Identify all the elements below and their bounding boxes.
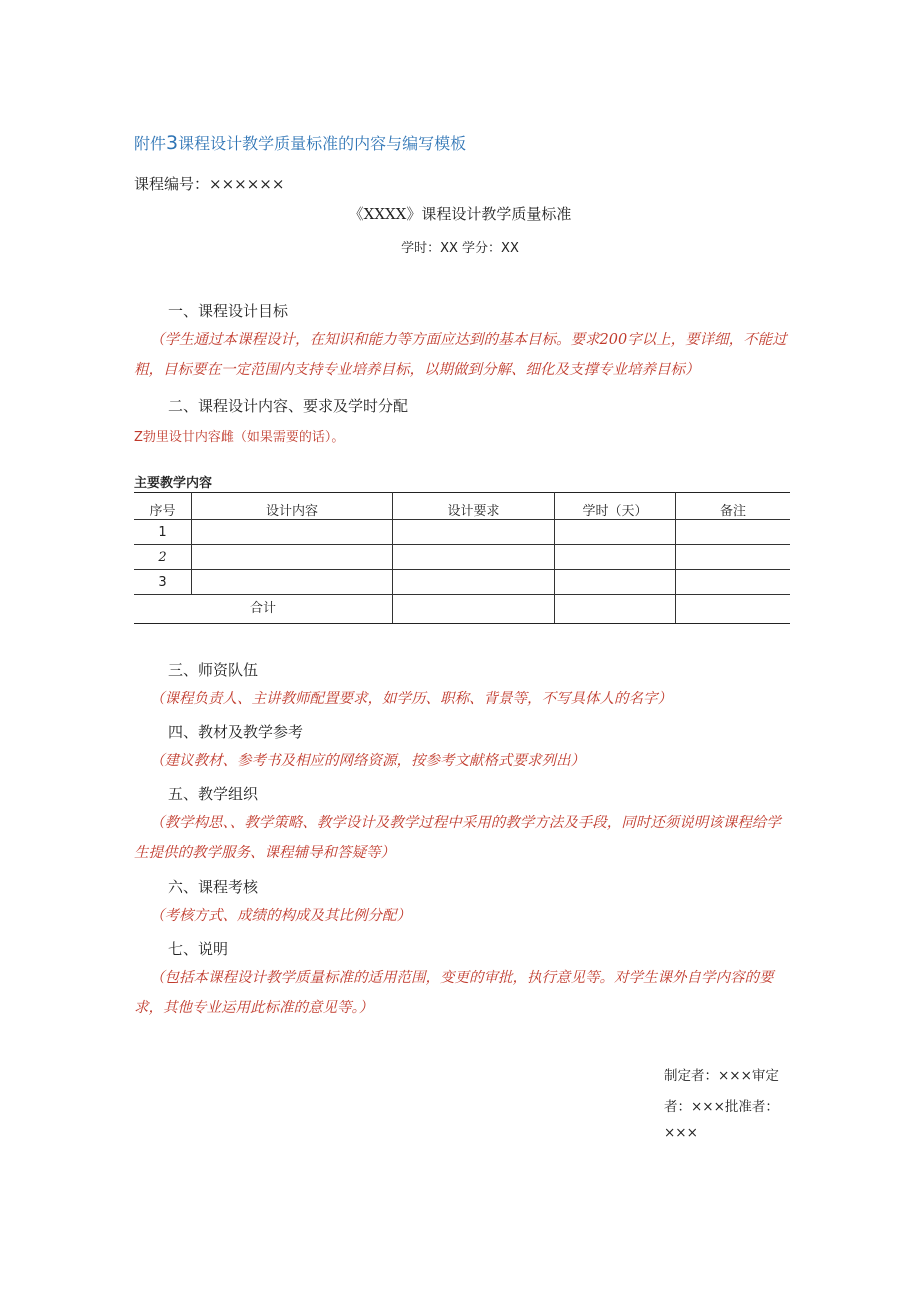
document-title: 《XXXX》课程设计教学质量标准 [348,205,572,223]
row-index: 3 [134,570,192,595]
cell [676,520,791,545]
section-6-note: （考核方式、成绩的构成及其比例分配） [150,908,411,924]
teaching-content-table [134,492,790,624]
section-1-note: （学生通过本课程设计，在知识和能力等方面应达到的基本目标。要求200字以上，要详细，不能过粗，目标要在一定范围内支持专业培养目标，以期做到分解、细化及支撑专业培养目标） [134,332,787,378]
row-index: 2 [134,545,192,570]
section-7-note: （包括本课程设计教学质量标准的适用范围，变更的审批，执行意见等。对学生课外自学内容的要求，其他专业运用此标准的意见等。） [134,970,774,1016]
cell [555,545,676,570]
table-total-row [134,595,790,624]
cell [676,595,791,624]
signoff-line-3: ××× [664,1125,698,1141]
section-3-heading: 三、师资队伍 [168,661,259,679]
cell [192,545,393,570]
signoff-line-2: 者：×××批准者： [664,1099,779,1115]
cell [676,545,791,570]
section-2-heading: 二、课程设计内容、要求及学时分配 [168,397,409,415]
section-6-heading: 六、课程考核 [168,878,259,896]
section-1-heading: 一、课程设计目标 [168,302,289,320]
table-label: 主要教学内容 [134,476,213,491]
cell [676,570,791,595]
cell [393,595,555,624]
section-4-heading: 四、教材及教学参考 [168,723,304,741]
table-header-row [134,493,790,520]
col-header-hours: 学时（天） [555,493,676,520]
col-header-index: 序号 [134,493,192,520]
signoff-line-1: 制定者：×××审定 [664,1068,779,1084]
table-row [134,570,790,595]
cell [555,570,676,595]
course-code: 课程编号：×××××× [134,175,285,193]
attachment-title: 附件3课程设计教学质量标准的内容与编写模板 [134,132,467,154]
col-header-remarks: 备注 [676,493,791,520]
cell [393,545,555,570]
table-row [134,520,790,545]
cell [393,570,555,595]
total-label: 合计 [134,595,393,624]
section-5-note: （教学构思、、教学策略、教学设计及教学过程中采用的教学方法及手段，同时还须说明该课程给学生提供的教学服务、课程辅导和答疑等） [134,815,781,861]
cell [192,570,393,595]
section-5-heading: 五、教学组织 [168,785,259,803]
col-header-requirement: 设计要求 [393,493,555,520]
section-2-note: Z勃里设廿内容雌（如果需要的话）。 [134,430,345,445]
col-header-content: 设计内容 [192,493,393,520]
section-3-note: （课程负责人、主讲教师配置要求，如学历、职称、背景等，不写具体人的名字） [150,691,672,707]
table-row [134,545,790,570]
section-7-heading: 七、说明 [168,940,229,958]
cell [192,520,393,545]
cell [393,520,555,545]
section-4-note: （建议教材、参考书及相应的网络资源，按参考文献格式要求列出） [150,753,585,769]
row-index: 1 [134,520,192,545]
cell [555,520,676,545]
hours-credits: 学时：XX 学分：XX [401,241,519,256]
cell [555,595,676,624]
